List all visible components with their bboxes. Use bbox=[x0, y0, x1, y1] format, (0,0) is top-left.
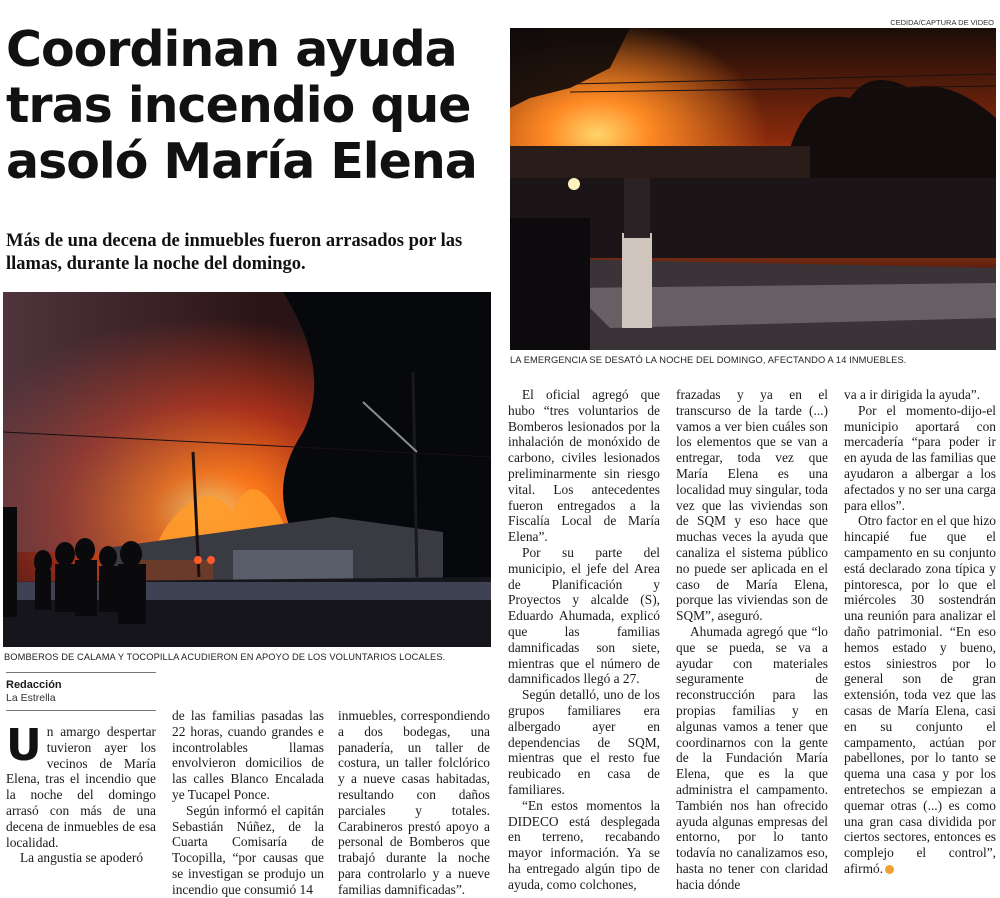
headline-line-1: Coordinan ayuda bbox=[6, 21, 457, 78]
paragraph: “En estos momentos la DIDECO está desplegada en terreno, recabando mayor información. Ya se ha entregado algún tipo de ayuda, como colchones, bbox=[508, 797, 660, 892]
article-column-4 bbox=[508, 387, 660, 893]
paragraph: Otro factor en el que hizo hincapié fue que el campamento en su conjunto está declarado zona típica y pintoresca, por lo que el miércoles 30 sostendrán una reunión para analizar el daño patrimonial. “En eso hemos estado y bueno, estos siniestros por lo general son de gran extensión, toda vez que las casas de María Elena, casi en su conjunto el campamento, actúan por pabellones, por lo tanto se quema una casa y por los entretechos se empiezan a quemar otras (...) es como una gran casa dividida por ciertos sectores, entonces es complejo el control”, afirmó. bbox=[844, 513, 996, 876]
article-column-6 bbox=[844, 387, 996, 877]
article-column-1 bbox=[6, 720, 156, 866]
byline-source: La Estrella bbox=[6, 692, 56, 704]
photo-credit: CEDIDA/CAPTURA DE VIDEO bbox=[890, 18, 994, 27]
paragraph: Ahumada agregó que “lo que se pueda, se va a ayudar con materiales seguramente de reconstrucción para las propias familias y en algunas vamos a tener que coordinarnos con la gente de la Fundación María Elena, que es la que administra el campamento. También nos han ofrecido ayuda algunas empresas del entorno, por lo tanto todavía no canalizamos eso, hasta no tener con claridad hacia dónde bbox=[676, 623, 828, 892]
article-column-2 bbox=[172, 708, 324, 898]
end-mark-icon bbox=[885, 865, 894, 874]
paragraph: Según informó el capitán Sebastián Núñez, de la Cuarta Comisaría de Tocopilla, “por causas que se investigan se produjo un incendio que consumió 14 bbox=[172, 802, 324, 897]
byline-rule-bottom bbox=[6, 710, 156, 711]
paragraph: inmuebles, correspondiendo a dos bodegas, una panadería, un taller de costura, un taller folclórico y a nueve casas habitadas, resultando con daños parciales y totales. Carabineros prestó apoyo a personal de Bomberos que trabajó durante la noche para controlarlo y a nueve familias damnificadas”. bbox=[338, 708, 490, 897]
headline-line-3: asoló María Elena bbox=[6, 133, 477, 190]
headline bbox=[6, 22, 496, 190]
paragraph: de las familias pasadas las 22 horas, cuando grandes e incontrolables llamas envolvieron domicilios de las calles Blanco Encalada ye Tucapel Ponce. bbox=[172, 708, 324, 802]
paragraph: El oficial agregó que hubo “tres voluntarios de Bomberos lesionados por la inhalación de monóxido de carbono, civiles lesionados preliminarmente sin riesgo vital. Los antecedentes fueron entregados a la Fiscalía Local de María Elena”. bbox=[508, 387, 660, 545]
photo-caption-top-right: LA EMERGENCIA SE DESATÓ LA NOCHE DEL DOMINGO, AFECTANDO A 14 INMUEBLES. bbox=[510, 355, 907, 365]
photo-caption-left: BOMBEROS DE CALAMA Y TOCOPILLA ACUDIERON EN APOYO DE LOS VOLUNTARIOS LOCALES. bbox=[4, 652, 446, 662]
article-column-5 bbox=[676, 387, 828, 893]
headline-line-2: tras incendio que bbox=[6, 77, 471, 134]
paragraph-lead: n amargo despertar tuvieron ayer los vecinos de María Elena, tras el incendio que la noche del domingo arrasó con más de una decena de inmuebles de esa localidad. bbox=[6, 724, 156, 850]
fire-photo-firefighters bbox=[3, 292, 491, 647]
paragraph: va a ir dirigida la ayuda”. bbox=[844, 387, 981, 402]
paragraph: Según detalló, uno de los grupos familiares era albergado ayer en dependencias de SQM, mientras que el resto fue reubicado en casa de familiares. bbox=[508, 687, 660, 797]
article-column-3 bbox=[338, 708, 490, 898]
drop-cap: U bbox=[6, 720, 42, 771]
paragraph: Por el momento-dijo-el municipio aportará con mercadería “para poder ir en ayuda de las familias que ayudaron a albergar a los afectados y no ser una carga para ellos”. bbox=[844, 402, 996, 513]
deck-subtitle: Más de una decena de inmuebles fueron arrasados por las llamas, durante la noche del domingo. bbox=[6, 231, 463, 274]
paragraph: La angustia se apoderó bbox=[20, 850, 144, 866]
fire-photo-street bbox=[510, 28, 996, 350]
byline-rule-top bbox=[6, 672, 156, 673]
paragraph: Por su parte del municipio, el jefe del Area de Planificación y Proyectos y alcalde (S), Eduardo Ahumada, explicó que las familias damnificadas son siete, mientras que el número de damnificados llegó a 27. bbox=[508, 544, 660, 687]
byline-title: Redacción bbox=[6, 679, 62, 691]
paragraph: frazadas y ya en el transcurso de la tarde (...) vamos a ver bien cuáles son los elementos que se van a entregar, toda vez que María Elena es una localidad muy singular, toda vez que las viviendas son de SQM y eso hace que muchas veces la ayuda que canaliza el sistema público no puede ser aplicada en el caso de María Elena, porque las viviendas son de SQM”, aseguró. bbox=[676, 387, 828, 624]
